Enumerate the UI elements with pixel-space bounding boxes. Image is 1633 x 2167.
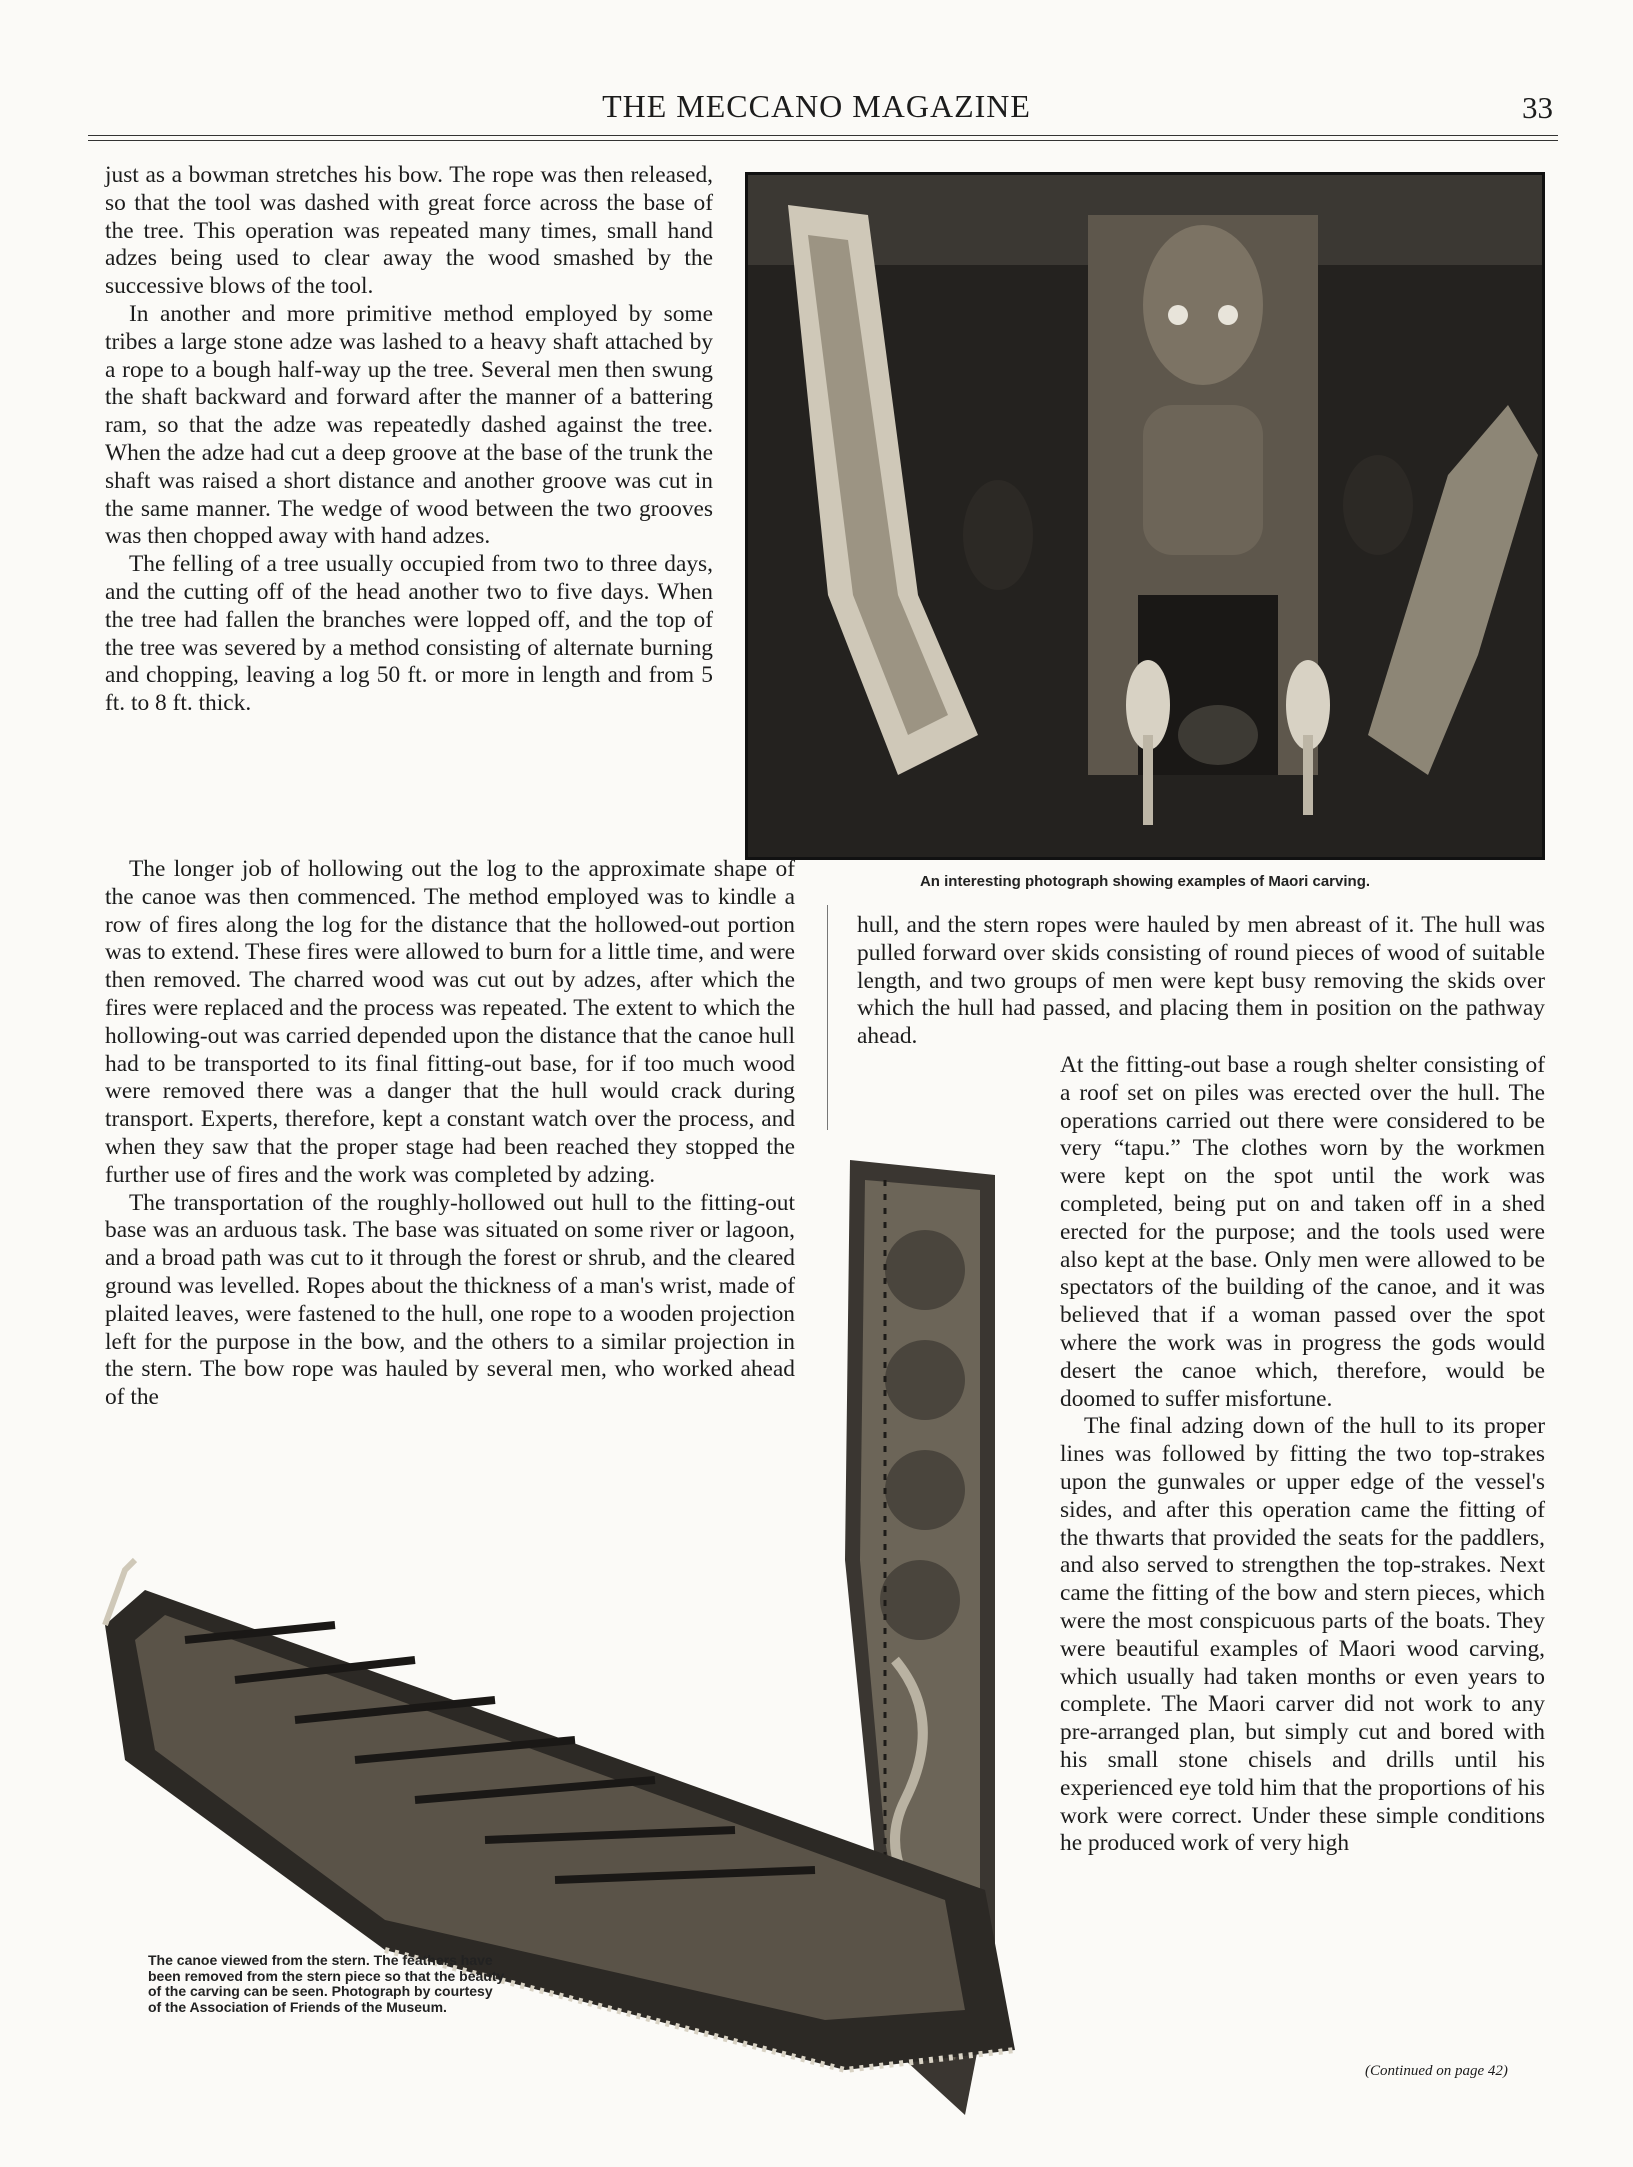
top-photo-caption: An interesting photograph showing examples of Maori carving. bbox=[919, 873, 1371, 890]
page-number: 33 bbox=[1522, 90, 1553, 125]
continued-note: (Continued on page 42) bbox=[1365, 2063, 1508, 2079]
left-column-top bbox=[105, 162, 713, 718]
right-column-top bbox=[857, 912, 1545, 1051]
paragraph: At the fitting-out base a rough shelter consisting of a roof set on piles was erected over the hull. The operations carried out there were considered to be very “tapu.” The clothes worn by the workmen were kept on the spot until the work was completed, being put on and taken off in a shed erected for the purpose; and the tools used were also kept at the base. Only men were allowed to be spectators of the building of the canoe, and it was believed that if a woman passed over the spot where the work was in progress the gods would desert the canoe which, therefore, would be doomed to suffer misfortune. bbox=[1060, 1052, 1545, 1412]
paragraph: In another and more primitive method employed by some tribes a large stone adze was lashed to a heavy shaft attached by a rope to a bough half-way up the tree. Several men then swung the shaft backward and forward after the manner of a battering ram, so that the adze was repeatedly dashed against the tree. When the adze had cut a deep groove at the base of the trunk the shaft was raised a short distance and another groove was cut in the same manner. The wedge of wood between the two grooves was then chopped away with hand adzes. bbox=[105, 300, 713, 550]
paragraph: The final adzing down of the hull to its proper lines was followed by fitting the two top-strakes upon the gunwales or upper edge of the vessel's sides, and after this operation came the fitting of the thwarts that provided the seats for the paddlers, and also served to strengthen the top-strakes. Next came the fitting of the bow and stern pieces, which were the most conspicuous parts of the boats. They were beautiful examples of Maori wood carving, which usually had taken months or even years to complete. The Maori carver did not work to any pre-arranged plan, but simply cut and bored with his small stone chisels and drills until his experienced eye told him that the proportions of his work were correct. Under these simple conditions he produced work of very high bbox=[1060, 1413, 1545, 1857]
header-rule bbox=[88, 135, 1558, 136]
paragraph: The felling of a tree usually occupied from two to three days, and the cutting off of the head another two to five days. When the tree had fallen the branches were lopped off, and the top of the tree was severed by a method consisting of alternate burning and chopping, leaving a log 50 ft. or more in length and from 5 ft. to 8 ft. thick. bbox=[105, 551, 713, 717]
canoe-caption: The canoe viewed from the stern. The feathers have been removed from the stern piece so that the beauty of the carving can be seen. Photograph by courtesy of the Association of Friends of the Museum. bbox=[148, 1952, 505, 2015]
right-column-bottom bbox=[1060, 1052, 1545, 1858]
magazine-title: THE MECCANO MAGAZINE bbox=[602, 88, 1031, 124]
paragraph: hull, and the stern ropes were hauled by men abreast of it. The hull was pulled forward over skids consisting of round pieces of wood of suitable length, and two groups of men were kept busy removing the skids over which the hull had passed, and placing them in position on the pathway ahead. bbox=[857, 912, 1545, 1050]
paragraph: just as a bowman stretches his bow. The rope was then released, so that the tool was dashed with great force across the base of the tree. This operation was repeated many times, small hand adzes being used to clear away the wood smashed by the successive blows of the tool. bbox=[105, 162, 713, 300]
maori-carving-illustration bbox=[748, 175, 1542, 857]
paragraph: The transportation of the roughly-hollowed out hull to the fitting-out base was an arduous task. The base was situated on some river or lagoon, and a broad path was cut to it through the forest or shrub, and the cleared ground was levelled. Ropes about the thickness of a man's wrist, made of plaited leaves, were fastened to the hull, one rope to a wooden projection left for the purpose in the bow, and the others to a similar projection in the stern. The bow rope was hauled by several men, who worked ahead of the bbox=[105, 1189, 795, 1411]
header-rule-secondary bbox=[88, 140, 1558, 141]
left-column-bottom bbox=[105, 856, 795, 1412]
column-divider bbox=[827, 905, 828, 1130]
paragraph: The longer job of hollowing out the log to the approximate shape of the canoe was then commenced. The method employed was to kindle a row of fires along the log for the distance that the hollowed-out portion was to extend. These fires were allowed to burn for a little time, and were then removed. The charred wood was cut out by adzes, after which the fires were replaced and the process was repeated. The extent to which the hollowing-out was carried depended upon the distance that the canoe hull had to be transported to its final fitting-out base, for if too much wood were removed there was a danger that the hull would crack during transport. Experts, therefore, kept a constant watch over the process, and when they saw that the proper stage had been reached they stopped the further use of fires and the work was completed by adzing. bbox=[105, 856, 795, 1188]
maori-carving-photo bbox=[745, 172, 1545, 860]
